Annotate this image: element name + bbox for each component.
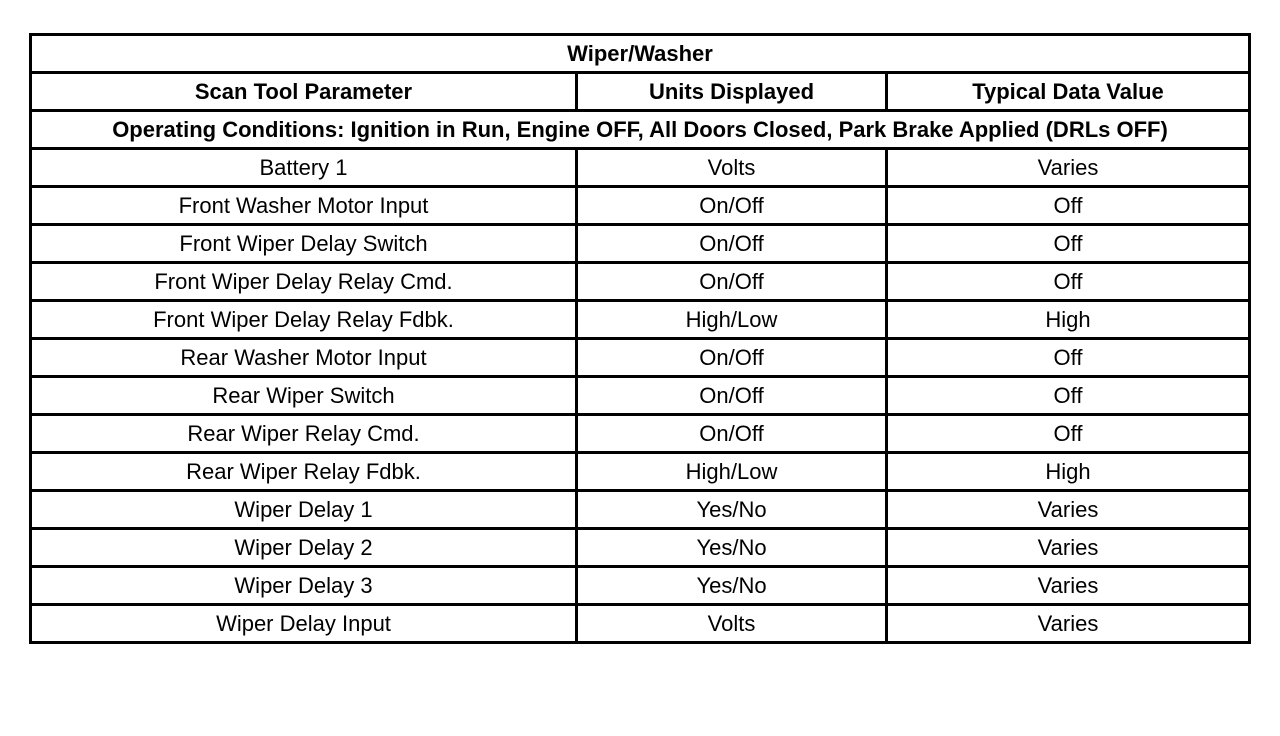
wiper-washer-table <box>29 33 1251 644</box>
cell-units: On/Off <box>577 225 887 263</box>
cell-units: Volts <box>577 605 887 643</box>
table-row <box>31 187 1250 225</box>
cell-parameter: Battery 1 <box>31 149 577 187</box>
table-row <box>31 301 1250 339</box>
cell-units: On/Off <box>577 415 887 453</box>
cell-typical-value: Off <box>887 377 1250 415</box>
cell-parameter: Front Wiper Delay Switch <box>31 225 577 263</box>
cell-units: On/Off <box>577 339 887 377</box>
cell-typical-value: Varies <box>887 149 1250 187</box>
table-row <box>31 415 1250 453</box>
cell-units: Yes/No <box>577 567 887 605</box>
header-units-displayed: Units Displayed <box>577 73 887 111</box>
cell-parameter: Wiper Delay 1 <box>31 491 577 529</box>
table-row <box>31 453 1250 491</box>
table-row <box>31 149 1250 187</box>
table-row <box>31 529 1250 567</box>
cell-parameter: Wiper Delay 3 <box>31 567 577 605</box>
cell-typical-value: Varies <box>887 529 1250 567</box>
header-typical-data-value: Typical Data Value <box>887 73 1250 111</box>
cell-parameter: Front Wiper Delay Relay Fdbk. <box>31 301 577 339</box>
table-row <box>31 263 1250 301</box>
cell-typical-value: Varies <box>887 605 1250 643</box>
cell-parameter: Front Washer Motor Input <box>31 187 577 225</box>
header-row <box>31 73 1250 111</box>
table-row <box>31 567 1250 605</box>
cell-parameter: Front Wiper Delay Relay Cmd. <box>31 263 577 301</box>
cell-units: Yes/No <box>577 529 887 567</box>
cell-parameter: Rear Wiper Relay Cmd. <box>31 415 577 453</box>
cell-typical-value: Off <box>887 225 1250 263</box>
cell-typical-value: Off <box>887 339 1250 377</box>
cell-units: On/Off <box>577 263 887 301</box>
cell-units: On/Off <box>577 377 887 415</box>
cell-typical-value: Off <box>887 415 1250 453</box>
cell-typical-value: Off <box>887 187 1250 225</box>
operating-conditions: Operating Conditions: Ignition in Run, Engine OFF, All Doors Closed, Park Brake Applied (DRLs OFF) <box>31 111 1250 149</box>
table-row <box>31 339 1250 377</box>
table-row <box>31 377 1250 415</box>
cell-typical-value: High <box>887 453 1250 491</box>
cell-units: High/Low <box>577 453 887 491</box>
table-row <box>31 491 1250 529</box>
cell-units: Yes/No <box>577 491 887 529</box>
cell-parameter: Rear Wiper Switch <box>31 377 577 415</box>
cell-units: Volts <box>577 149 887 187</box>
cell-units: On/Off <box>577 187 887 225</box>
cell-parameter: Wiper Delay Input <box>31 605 577 643</box>
table-title: Wiper/Washer <box>31 35 1250 73</box>
header-scan-tool-parameter: Scan Tool Parameter <box>31 73 577 111</box>
cell-typical-value: Off <box>887 263 1250 301</box>
cell-units: High/Low <box>577 301 887 339</box>
cell-typical-value: Varies <box>887 491 1250 529</box>
table-row <box>31 225 1250 263</box>
cell-parameter: Wiper Delay 2 <box>31 529 577 567</box>
cell-parameter: Rear Washer Motor Input <box>31 339 577 377</box>
cell-typical-value: High <box>887 301 1250 339</box>
cell-typical-value: Varies <box>887 567 1250 605</box>
table-row <box>31 605 1250 643</box>
conditions-row <box>31 111 1250 149</box>
title-row <box>31 35 1250 73</box>
cell-parameter: Rear Wiper Relay Fdbk. <box>31 453 577 491</box>
